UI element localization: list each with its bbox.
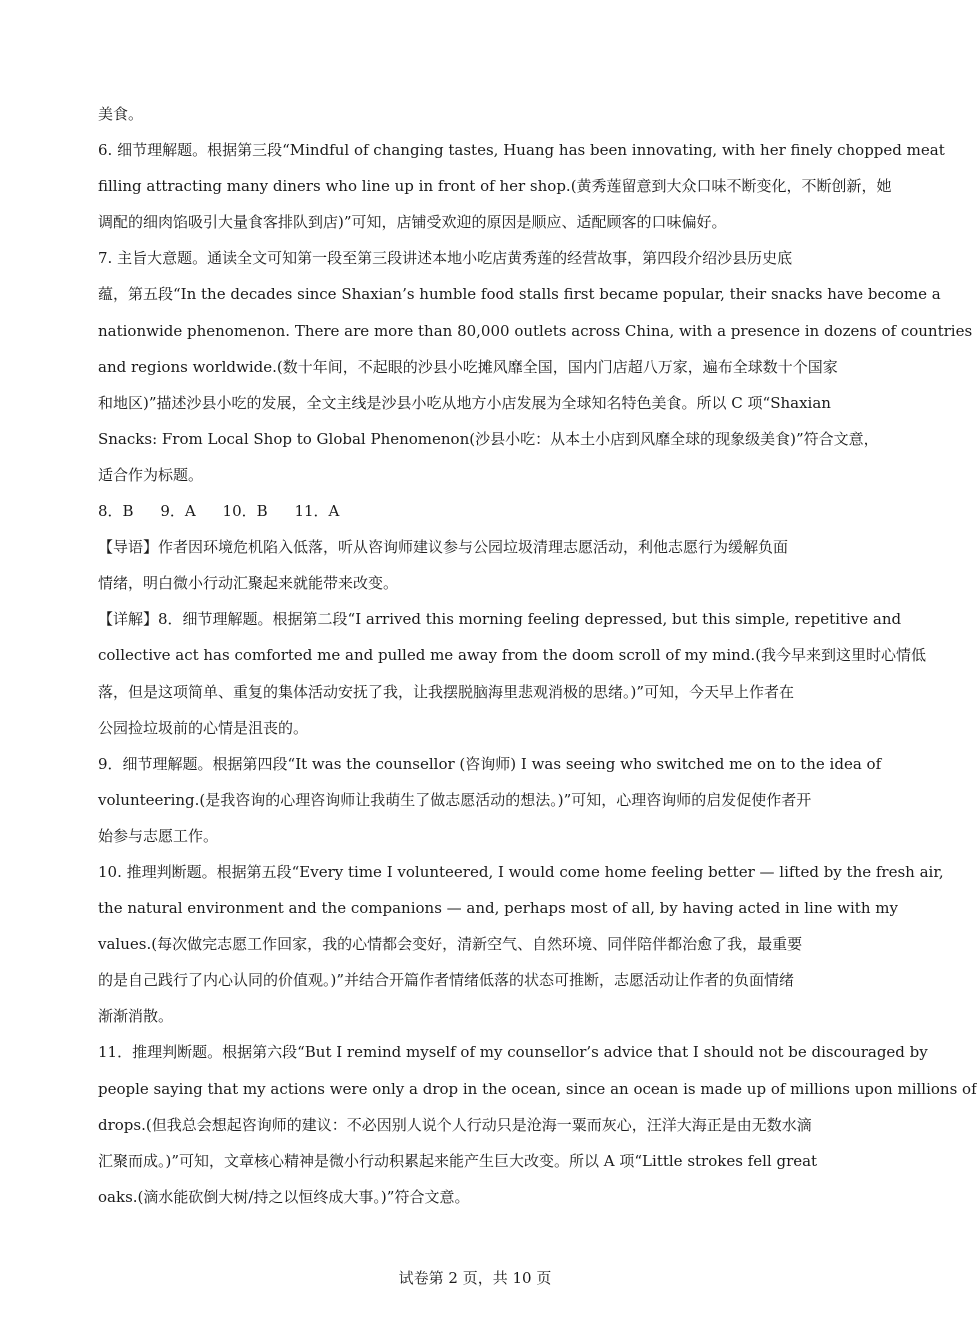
text-line: 公园捡垃圾前的心情是沮丧的。 xyxy=(98,718,309,737)
text-line: 情绪，明白微小行动汇聚起来就能带来改变。 xyxy=(98,574,399,593)
answer-11: 11．A xyxy=(294,502,340,521)
text-line: 的是自己践行了内心认同的价值观。)”并结合开篇作者情绪低落的状态可推断，志愿活动让作者的负面情绪 xyxy=(98,971,795,990)
text-line: oaks.(滴水能砍倒大树/持之以恒终成大事。)”符合文意。 xyxy=(98,1187,470,1206)
text-line: drops.(但我总会想起咨询师的建议：不必因别人说个人行动只是沧海一粟而灰心，汪洋大海正是由无数水滴 xyxy=(98,1115,812,1134)
text-line: 汇聚而成。)”可知，文章核心精神是微小行动积累起来能产生巨大改变。所以 A 项“Little strokes fell great xyxy=(98,1151,818,1170)
text-line: volunteering.(是我咨询的心理咨询师让我萌生了做志愿活动的想法。)”可知，心理咨询师的启发促使作者开 xyxy=(98,790,812,809)
text-line: values.(每次做完志愿工作回家，我的心情都会变好，清新空气、自然环境、同伴陪伴都治愈了我，最重要 xyxy=(98,935,803,954)
text-line: 适合作为标题。 xyxy=(98,465,204,484)
text-line: nationwide phenomenon. There are more than 80,000 outlets across China, with a presence in dozens of countries xyxy=(98,321,973,340)
page-footer: 试卷第 2 页，共 10 页 xyxy=(398,1269,552,1287)
text-line: 【详解】8．细节理解题。根据第二段“I arrived this morning feeling depressed, but this simple, repetitive and xyxy=(98,610,902,629)
text-line: the natural environment and the companions — and, perhaps most of all, by having acted in line with my xyxy=(98,899,898,918)
answer-8: 8．B xyxy=(98,502,134,521)
text-line: 7. 主旨大意题。通读全文可知第一段至第三段讲述本地小吃店黄秀莲的经营故事，第四段介绍沙县历史底 xyxy=(98,249,793,268)
text-line: 渐渐消散。 xyxy=(98,1007,174,1026)
text-line: 落，但是这项简单、重复的集体活动安抚了我，让我摆脱脑海里悲观消极的思绪。)”可知，今天早上作者在 xyxy=(98,682,795,701)
text-line: 始参与志愿工作。 xyxy=(98,826,219,845)
text-line: 10. 推理判断题。根据第五段“Every time I volunteered, I would come home feeling better — lifted by the fresh air, xyxy=(98,862,944,881)
answer-row xyxy=(98,493,858,529)
text-line: and regions worldwide.(数十年间，不起眼的沙县小吃摊风靡全国，国内门店超八万家，遍布全球数十个国家 xyxy=(98,357,838,376)
text-line: 蕴，第五段“In the decades since Shaxian’s humble food stalls first became popular, their snacks have become a xyxy=(98,285,941,304)
document-body xyxy=(98,96,977,1215)
text-line: 和地区)”描述沙县小吃的发展，全文主线是沙县小吃从地方小店发展为全球知名特色美食。所以 C 项“Shaxian xyxy=(98,393,831,412)
text-line: 9．细节理解题。根据第四段“It was the counsellor (咨询师) I was seeing who switched me on to the idea of xyxy=(98,754,882,773)
text-line: filling attracting many diners who line up in front of her shop.(黄秀莲留意到大众口味不断变化，不断创新，她 xyxy=(98,177,892,196)
answer-10: 10．B xyxy=(222,502,268,521)
text-line: 【导语】作者因环境危机陷入低落，听从咨询师建议参与公园垃圾清理志愿活动，利他志愿行为缓解负面 xyxy=(98,538,789,557)
text-line: Snacks: From Local Shop to Global Phenomenon(沙县小吃：从本土小店到风靡全球的现象级美食)”符合文意， xyxy=(98,429,879,448)
text-line: people saying that my actions were only a drop in the ocean, since an ocean is made up of millions upon millions of xyxy=(98,1079,977,1098)
text-line: 调配的细肉馅吸引大量食客排队到店)”可知，店铺受欢迎的原因是顺应、适配顾客的口味偏好。 xyxy=(98,213,727,232)
text-line: 美食。 xyxy=(98,105,144,123)
text-line: 6. 细节理解题。根据第三段“Mindful of changing tastes, Huang has been innovating, with her finely chopped meat xyxy=(98,141,945,160)
text-line: collective act has comforted me and pulled me away from the doom scroll of my mind.(我今早来到这里时心情低 xyxy=(98,646,927,665)
answer-9: 9．A xyxy=(160,502,196,521)
text-line: 11．推理判断题。根据第六段“But I remind myself of my counsellor’s advice that I should not be discouraged by xyxy=(98,1043,928,1062)
